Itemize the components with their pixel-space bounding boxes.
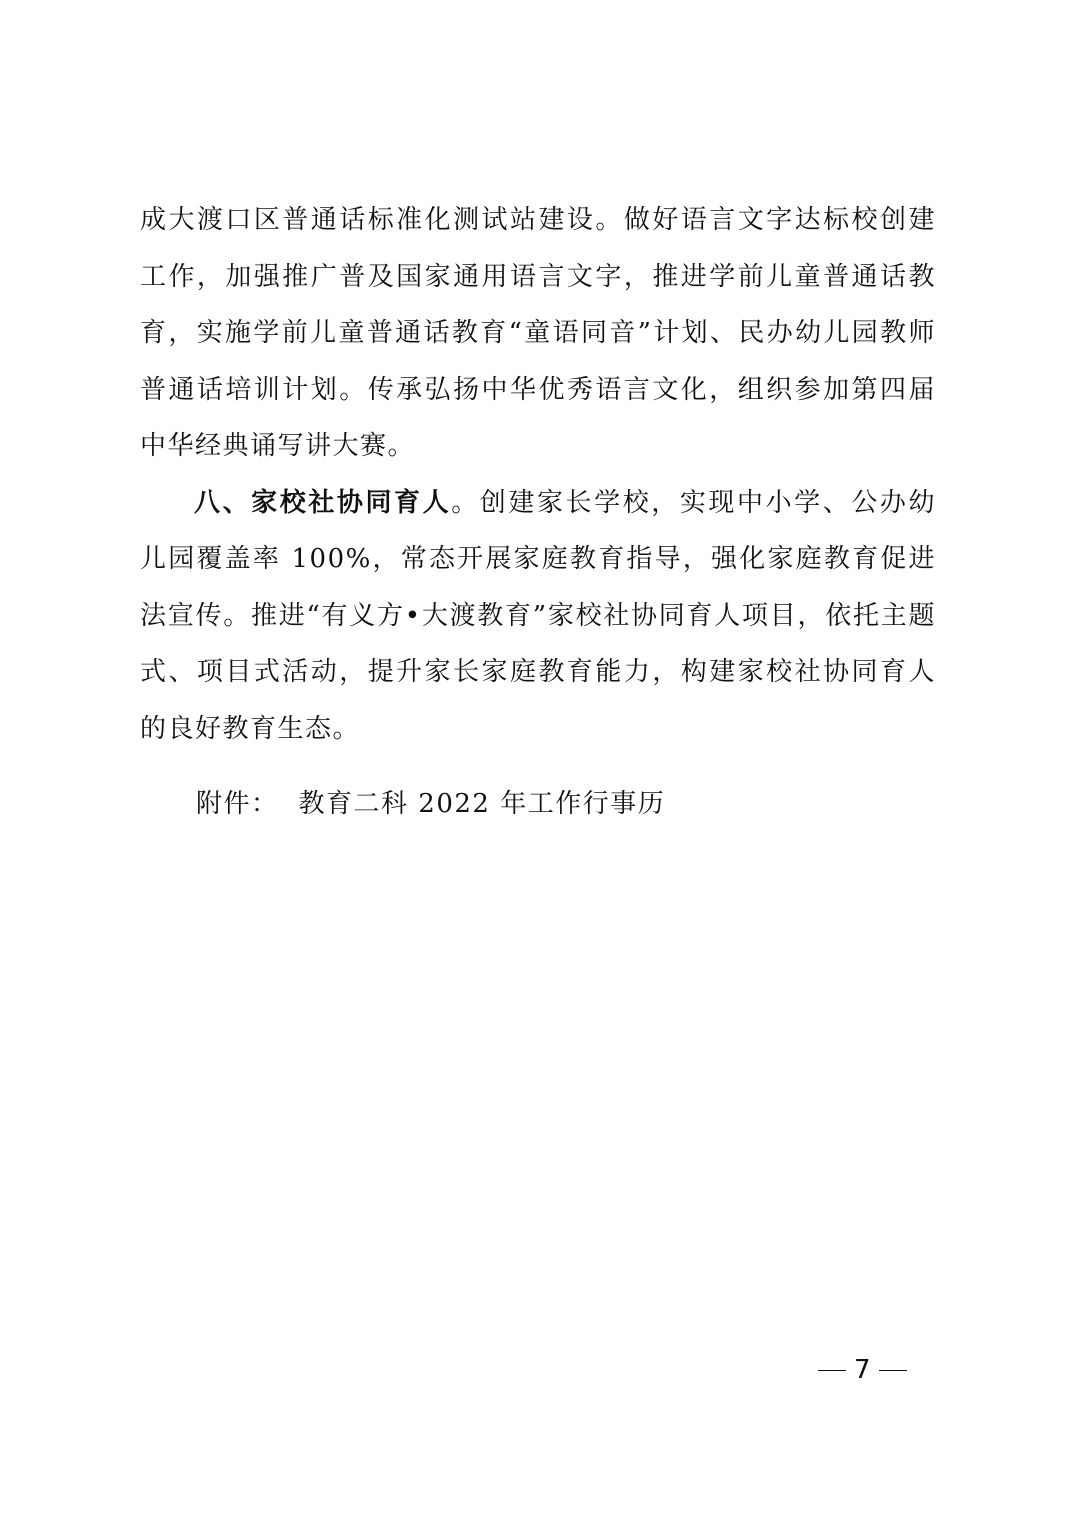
section-body-text: 。创建家长学校，实现中小学、公办幼儿园覆盖率 100%，常态开展家庭教育指导，强化家庭教育促进法宣传。推进“有义方•大渡教育”家校社协同育人项目，依托主题式、项目式活动，提升家长家庭教育能力，构建家校社协同育人的良好教育生态。 xyxy=(140,487,936,744)
page-number xyxy=(810,1350,910,1390)
section-heading: 八、家校社协同育人 xyxy=(194,487,452,518)
paragraph-continuation xyxy=(140,192,936,475)
paragraph-section-eight xyxy=(140,475,936,758)
page-number-left-dash xyxy=(818,1370,846,1372)
page-number-right-dash xyxy=(879,1370,907,1372)
paragraph-1-text: 成大渡口区普通话标准化测试站建设。做好语言文字达标校创建工作，加强推广普及国家通用语言文字，推进学前儿童普通话教育，实施学前儿童普通话教育“童语同音”计划、民办幼儿园教师普通话培训计划。传承弘扬中华优秀语言文化，组织参加第四届中华经典诵写讲大赛。 xyxy=(140,205,936,461)
attachment-label: 附件： xyxy=(196,789,279,819)
body-text xyxy=(140,192,936,757)
attachment-title: 教育二科 2022 年工作行事历 xyxy=(298,789,666,819)
page-number-value: 7 xyxy=(854,1355,871,1385)
attachment-line xyxy=(196,776,665,832)
